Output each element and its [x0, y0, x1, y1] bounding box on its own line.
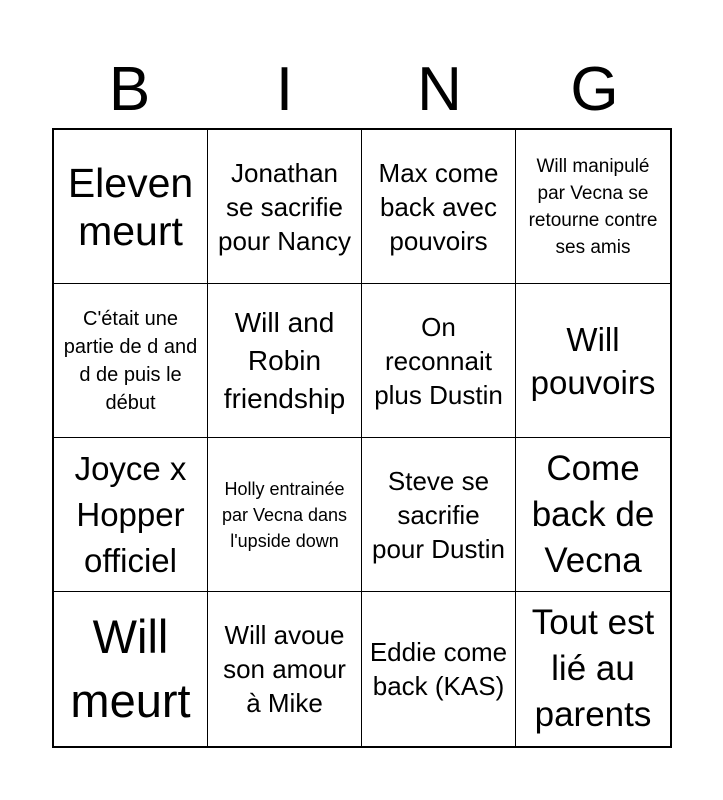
cell-text: Holly entrainée par Vecna dans l'upside down — [221, 478, 348, 551]
header-letter-i: I — [275, 55, 294, 124]
bingo-cell[interactable] — [54, 438, 208, 592]
cell-text: Will avoue son amour à Mike — [223, 620, 346, 718]
cell-text: C'était une partie de d and d de puis le début — [63, 307, 198, 414]
cell-text: Eddie come back (KAS) — [369, 637, 508, 701]
header-letter-n: N — [417, 55, 462, 124]
bingo-cell[interactable] — [516, 130, 670, 284]
bingo-cell[interactable] — [54, 592, 208, 746]
bingo-cell[interactable] — [516, 592, 670, 746]
cell-text: Steve se sacrifie pour Dustin — [372, 465, 505, 564]
bingo-cell[interactable] — [54, 284, 208, 438]
cell-text: Will and Robin friendship — [223, 306, 346, 414]
cell-text: Will pouvoirs — [530, 320, 656, 401]
cell-text: On reconnait plus Dustin — [374, 311, 503, 410]
bingo-cell[interactable] — [362, 592, 516, 746]
cell-text: Max come back avec pouvoirs — [378, 157, 499, 256]
bingo-cell[interactable] — [362, 130, 516, 284]
bingo-cell[interactable] — [362, 438, 516, 592]
cell-text: Eleven meurt — [67, 159, 194, 254]
cell-text: Jonathan se sacrifie pour Nancy — [218, 157, 351, 256]
cell-text: Joyce x Hopper officiel — [74, 449, 187, 579]
cell-text: Will meurt — [70, 610, 191, 727]
bingo-cell[interactable] — [516, 284, 670, 438]
cell-text: Come back de Vecna — [531, 448, 655, 580]
bingo-cell[interactable] — [208, 130, 362, 284]
bingo-cell[interactable] — [208, 592, 362, 746]
bingo-cell[interactable] — [516, 438, 670, 592]
cell-text: Tout est lié au parents — [531, 603, 655, 734]
header-letter-b: B — [108, 55, 151, 124]
bingo-cell[interactable] — [362, 284, 516, 438]
header-letter-g: G — [570, 55, 619, 124]
bingo-grid — [52, 128, 672, 748]
bingo-header — [52, 52, 672, 128]
bingo-cell[interactable] — [54, 130, 208, 284]
cell-text: Will manipulé par Vecna se retourne contre ses amis — [528, 155, 658, 258]
bingo-cell[interactable] — [208, 284, 362, 438]
bingo-cell[interactable] — [208, 438, 362, 592]
